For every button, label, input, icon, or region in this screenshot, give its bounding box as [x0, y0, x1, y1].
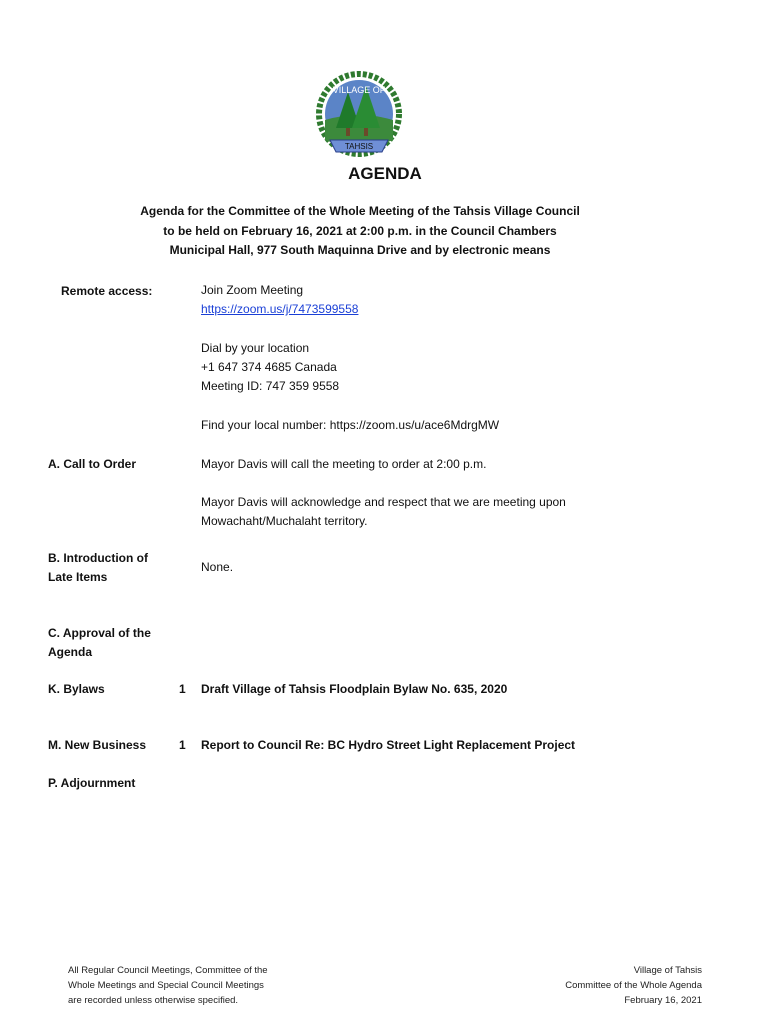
section-a-label: A. Call to Order	[48, 457, 137, 471]
footer-right-line-2: Committee of the Whole Agenda	[565, 980, 702, 991]
meeting-id-text: Meeting ID: 747 359 9558	[201, 379, 340, 393]
acknowledgement-text-line-1: Mayor Davis will acknowledge and respect that we are meeting upon	[201, 495, 566, 509]
section-m-label: M. New Business	[48, 738, 147, 752]
bylaws-item-number: 1	[179, 682, 186, 696]
section-c-label-line-1: C. Approval of the	[48, 626, 151, 640]
floodplain-bylaw-item[interactable]: Draft Village of Tahsis Floodplain Bylaw No. 635, 2020	[201, 682, 508, 696]
footer-right	[565, 963, 702, 1008]
local-number-text: Find your local number: https://zoom.us/u/ace6MdrgMW	[201, 418, 500, 432]
section-k-label: K. Bylaws	[48, 682, 105, 696]
section-b-label-line-2: Late Items	[48, 570, 108, 584]
dial-by-location-text: Dial by your location	[201, 341, 310, 355]
meeting-heading-line-2: to be held on February 16, 2021 at 2:00 p.m. in the Council Chambers	[163, 224, 557, 238]
footer-left	[68, 963, 268, 1008]
logo-text-top: VILLAGE OF	[332, 85, 386, 95]
late-items-text: None.	[201, 560, 234, 574]
street-light-report-item[interactable]: Report to Council Re: BC Hydro Street Light Replacement Project	[201, 738, 576, 752]
new-business-item-number: 1	[179, 738, 186, 752]
call-to-order-text: Mayor Davis will call the meeting to order at 2:00 p.m.	[201, 457, 487, 471]
agenda-title: AGENDA	[348, 164, 422, 183]
phone-number-text: +1 647 374 4685 Canada	[201, 360, 337, 374]
meeting-heading-line-3: Municipal Hall, 977 South Maquinna Drive and by electronic means	[169, 243, 551, 257]
section-p-label: P. Adjournment	[48, 776, 136, 790]
footer-left-line-3: are recorded unless otherwise specified.	[68, 995, 239, 1006]
footer-right-line-1: Village of Tahsis	[633, 965, 702, 976]
logo-text-bottom: TAHSIS	[344, 142, 374, 151]
footer-left-line-2: Whole Meetings and Special Council Meetings	[68, 980, 264, 991]
footer-left-line-1: All Regular Council Meetings, Committee of the	[68, 965, 268, 976]
footer-right-line-3: February 16, 2021	[624, 995, 702, 1006]
section-b-label-line-1: B. Introduction of	[48, 551, 148, 565]
acknowledgement-text-line-2: Mowachaht/Muchalaht territory.	[201, 514, 368, 528]
join-zoom-text: Join Zoom Meeting	[201, 283, 304, 297]
meeting-heading-line-1: Agenda for the Committee of the Whole Meeting of the Tahsis Village Council	[140, 204, 580, 218]
village-of-tahsis-logo	[308, 70, 410, 162]
zoom-meeting-link[interactable]: https://zoom.us/j/7473599558	[201, 302, 359, 316]
section-c-label-line-2: Agenda	[48, 645, 93, 659]
remote-access-label: Remote access:	[61, 284, 153, 298]
